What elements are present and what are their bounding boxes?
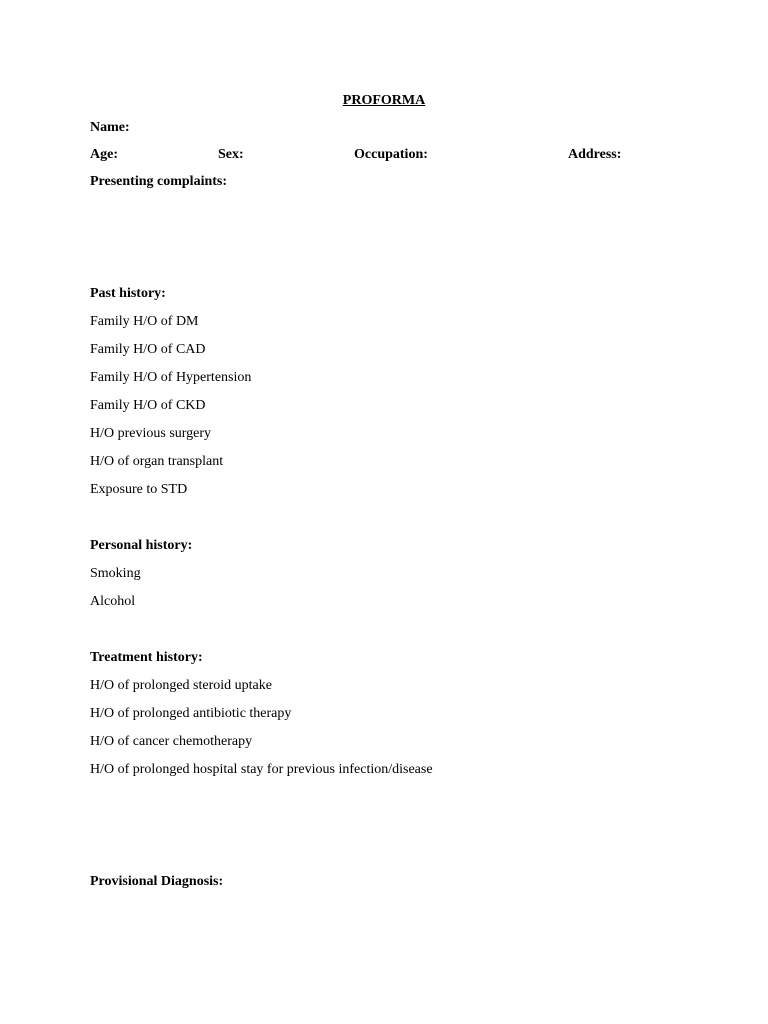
age-label: Age:: [90, 147, 118, 162]
address-label: Address:: [568, 147, 622, 162]
list-item: H/O of prolonged antibiotic therapy: [90, 706, 292, 721]
list-item: Family H/O of DM: [90, 314, 199, 329]
occupation-label: Occupation:: [354, 147, 428, 162]
provisional-diagnosis-label: Provisional Diagnosis:: [90, 874, 224, 889]
past-history-heading: Past history:: [90, 286, 166, 301]
list-item: H/O of prolonged steroid uptake: [90, 678, 272, 693]
list-item: Smoking: [90, 566, 141, 581]
presenting-complaints-label: Presenting complaints:: [90, 174, 228, 189]
treatment-history-heading: Treatment history:: [90, 650, 203, 665]
list-item: H/O of cancer chemotherapy: [90, 734, 253, 749]
name-label: Name:: [90, 120, 130, 135]
personal-history-heading: Personal history:: [90, 538, 193, 553]
list-item: Exposure to STD: [90, 482, 188, 497]
list-item: Alcohol: [90, 594, 136, 609]
list-item: Family H/O of CAD: [90, 342, 206, 357]
list-item: H/O of prolonged hospital stay for previous infection/disease: [90, 762, 433, 777]
list-item: H/O of organ transplant: [90, 454, 224, 469]
sex-label: Sex:: [218, 147, 244, 162]
list-item: Family H/O of CKD: [90, 398, 206, 413]
list-item: Family H/O of Hypertension: [90, 370, 252, 385]
page-title: PROFORMA: [342, 93, 426, 108]
list-item: H/O previous surgery: [90, 426, 212, 441]
